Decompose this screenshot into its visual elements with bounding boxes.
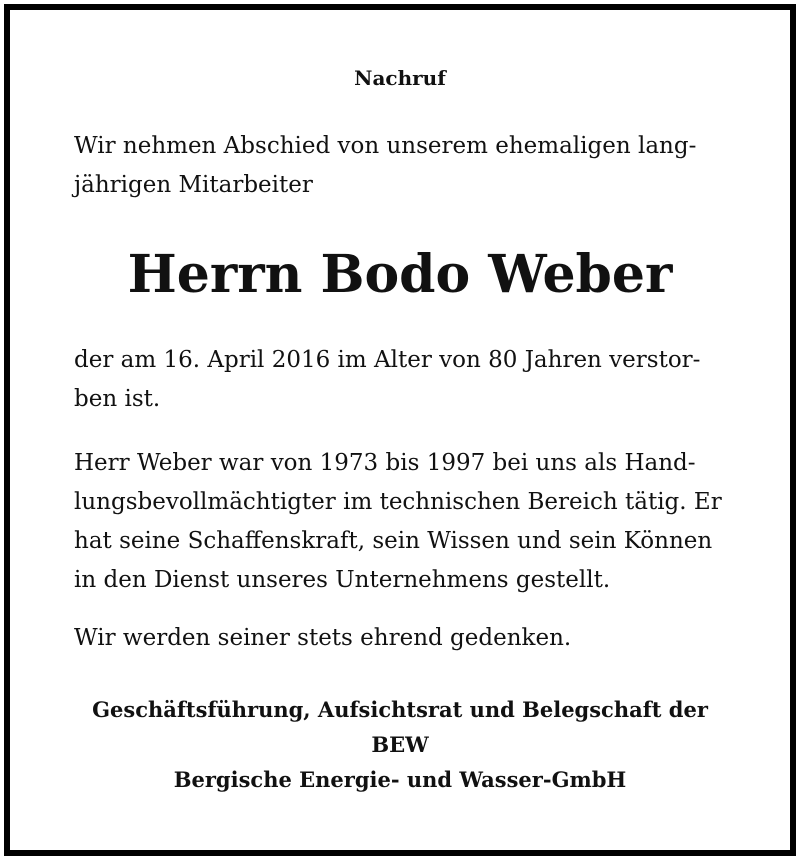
death-line: ben ist. [74, 386, 161, 412]
career-line: hat seine Schaffenskraft, sein Wissen und sein Können [74, 528, 713, 554]
career-line: lungsbevollmächtigter im technischen Bereich tätig. Er [74, 489, 722, 515]
signature-line: Bergische Energie- und Wasser-GmbH [173, 767, 627, 792]
death-line: der am 16. April 2016 im Alter von 80 Jahren verstor- [74, 347, 701, 373]
obituary-notice [4, 4, 796, 856]
career-line: Herr Weber war von 1973 bis 1997 bei uns als Hand- [74, 450, 696, 476]
intro-paragraph [74, 127, 726, 205]
deceased-name: Herrn Bodo Weber [127, 244, 673, 305]
intro-line: Wir nehmen Abschied von unserem ehemaligen lang- [74, 133, 697, 159]
signature-line: BEW [371, 732, 429, 757]
notice-heading: Nachruf [354, 66, 446, 90]
intro-line: jährigen Mitarbeiter [74, 172, 313, 198]
career-line: in den Dienst unseres Unternehmens gestellt. [74, 567, 611, 593]
signature-line: Geschäftsführung, Aufsichtsrat und Belegschaft der [92, 697, 708, 722]
closing-line: Wir werden seiner stets ehrend gedenken. [74, 625, 572, 651]
death-paragraph [74, 341, 726, 419]
signature-block [10, 692, 790, 797]
closing-paragraph [74, 619, 726, 658]
career-paragraph [74, 444, 726, 600]
